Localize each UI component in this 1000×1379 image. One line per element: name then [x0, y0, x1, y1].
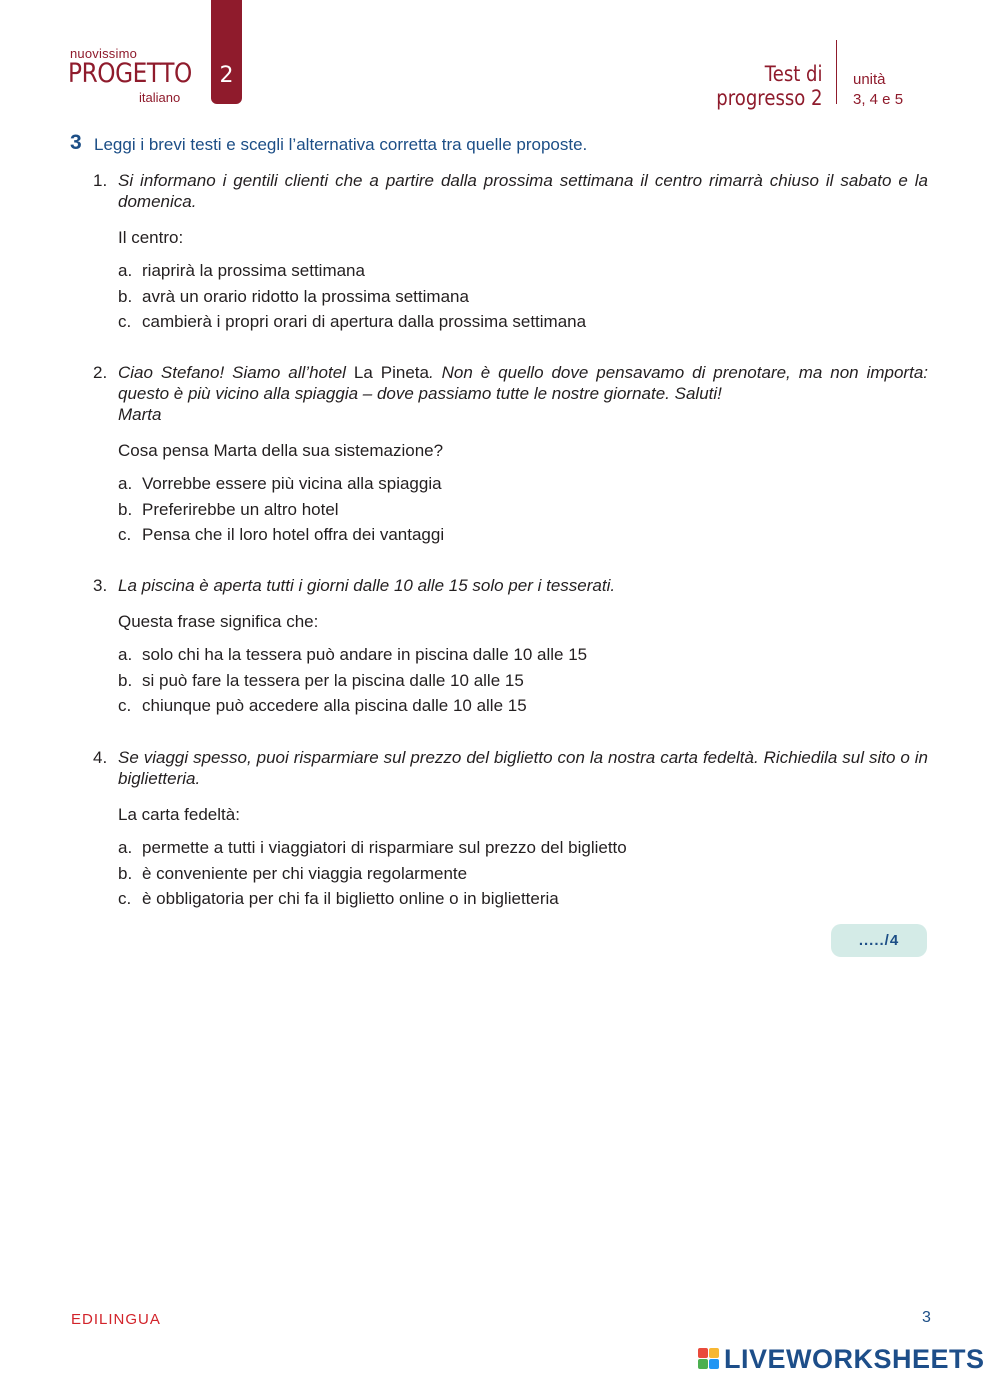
question-1	[93, 170, 928, 337]
options-list	[118, 837, 928, 914]
header-divider	[836, 40, 837, 104]
option-text: cambierà i propri orari di apertura dalla prossima settimana	[142, 312, 587, 332]
question-number: 3.	[93, 576, 108, 595]
question-2	[93, 362, 928, 550]
score-box: ...../4	[831, 924, 927, 957]
unit-label: unità	[853, 71, 886, 88]
option-letter: a.	[118, 474, 133, 493]
option-a[interactable]	[118, 473, 928, 499]
option-text: è obbligatoria per chi fa il biglietto online o in biglietteria	[142, 889, 559, 909]
book-number: 2	[219, 63, 234, 88]
liveworksheets-icon	[698, 1348, 720, 1370]
option-b[interactable]	[118, 863, 928, 889]
options-list	[118, 473, 928, 550]
option-letter: c.	[118, 696, 132, 716]
question-number: 2.	[93, 363, 108, 382]
logo-title: PROGETTO	[68, 58, 192, 89]
exercise-instruction: Leggi i brevi testi e scegli l’alternativa corretta tra quelle proposte.	[94, 135, 588, 154]
option-text: Pensa che il loro hotel offra dei vantaggi	[142, 525, 445, 545]
option-letter: c.	[118, 525, 132, 545]
options-list	[118, 260, 928, 337]
option-text: avrà un orario ridotto la prossima settimana	[142, 286, 469, 306]
option-c[interactable]	[118, 888, 928, 914]
question-text: Se viaggi spesso, puoi risparmiare sul prezzo del biglietto con la nostra carta fedeltà. Richiedila sul sito o in biglietteria.	[118, 748, 928, 788]
option-b[interactable]	[118, 286, 928, 312]
test-title-line1: Test di	[765, 62, 823, 86]
option-text: solo chi ha la tessera può andare in piscina dalle 10 alle 15	[142, 645, 588, 664]
option-a[interactable]	[118, 260, 928, 286]
options-list	[118, 644, 928, 721]
option-b[interactable]	[118, 499, 928, 525]
option-letter: b.	[118, 863, 133, 883]
test-title	[717, 62, 823, 110]
option-a[interactable]	[118, 644, 928, 670]
question-prompt: La carta fedeltà:	[118, 805, 240, 824]
question-4	[93, 747, 928, 914]
option-letter: c.	[118, 889, 132, 909]
option-text: Vorrebbe essere più vicina alla spiaggia	[142, 474, 442, 493]
option-text: riaprirà la prossima settimana	[142, 261, 365, 280]
option-c[interactable]	[118, 311, 928, 337]
option-c[interactable]	[118, 695, 928, 721]
option-letter: a.	[118, 261, 133, 280]
question-text	[118, 362, 928, 404]
option-letter: a.	[118, 838, 133, 857]
page-number: 3	[922, 1309, 931, 1326]
option-letter: b.	[118, 286, 133, 306]
question-number: 1.	[93, 171, 108, 190]
test-title-line2: progresso 2	[716, 86, 823, 110]
question-text-part: . Non è quello dove pensavamo di prenotare, ma non importa: questo è più vicino alla spiaggia – dove passiamo tutte le nostre giornate. Saluti!	[118, 363, 928, 403]
liveworksheets-watermark: LIVEWORKSHEETS	[724, 1344, 985, 1374]
unit-values: 3, 4 e 5	[853, 91, 904, 108]
option-text: Preferirebbe un altro hotel	[142, 499, 339, 519]
option-letter: b.	[118, 670, 133, 690]
question-text: Si informano i gentili clienti che a partire dalla prossima settimana il centro rimarrà chiuso il sabato e la domenica.	[118, 171, 928, 211]
question-prompt: Cosa pensa Marta della sua sistemazione?	[118, 441, 444, 460]
unit-info	[853, 70, 903, 110]
option-text: permette a tutti i viaggiatori di risparmiare sul prezzo del biglietto	[142, 838, 627, 857]
question-prompt: Il centro:	[118, 228, 184, 247]
question-prompt: Questa frase significa che:	[118, 612, 319, 631]
book-number-tab	[211, 0, 242, 104]
option-letter: b.	[118, 499, 133, 519]
question-text-part: Ciao Stefano! Siamo all’hotel	[118, 363, 346, 382]
signature: Marta	[118, 405, 162, 424]
question-text: La piscina è aperta tutti i giorni dalle 10 alle 15 solo per i tesserati.	[118, 576, 616, 595]
option-text: si può fare la tessera per la piscina dalle 10 alle 15	[142, 670, 524, 690]
option-text: chiunque può accedere alla piscina dalle 10 alle 15	[142, 696, 527, 716]
publisher-logo: EDILINGUA	[71, 1311, 161, 1328]
logo-small-text: nuovissimo	[70, 46, 138, 61]
option-text: è conveniente per chi viaggia regolarmente	[142, 863, 468, 883]
option-letter: a.	[118, 645, 133, 664]
option-letter: c.	[118, 312, 132, 332]
logo-subtitle: italiano	[139, 90, 181, 105]
exercise-number: 3	[70, 131, 82, 154]
option-c[interactable]	[118, 524, 928, 550]
option-b[interactable]	[118, 670, 928, 696]
question-3	[93, 575, 928, 721]
option-a[interactable]	[118, 837, 928, 863]
hotel-name: La Pineta	[353, 363, 429, 382]
question-number: 4.	[93, 748, 108, 767]
